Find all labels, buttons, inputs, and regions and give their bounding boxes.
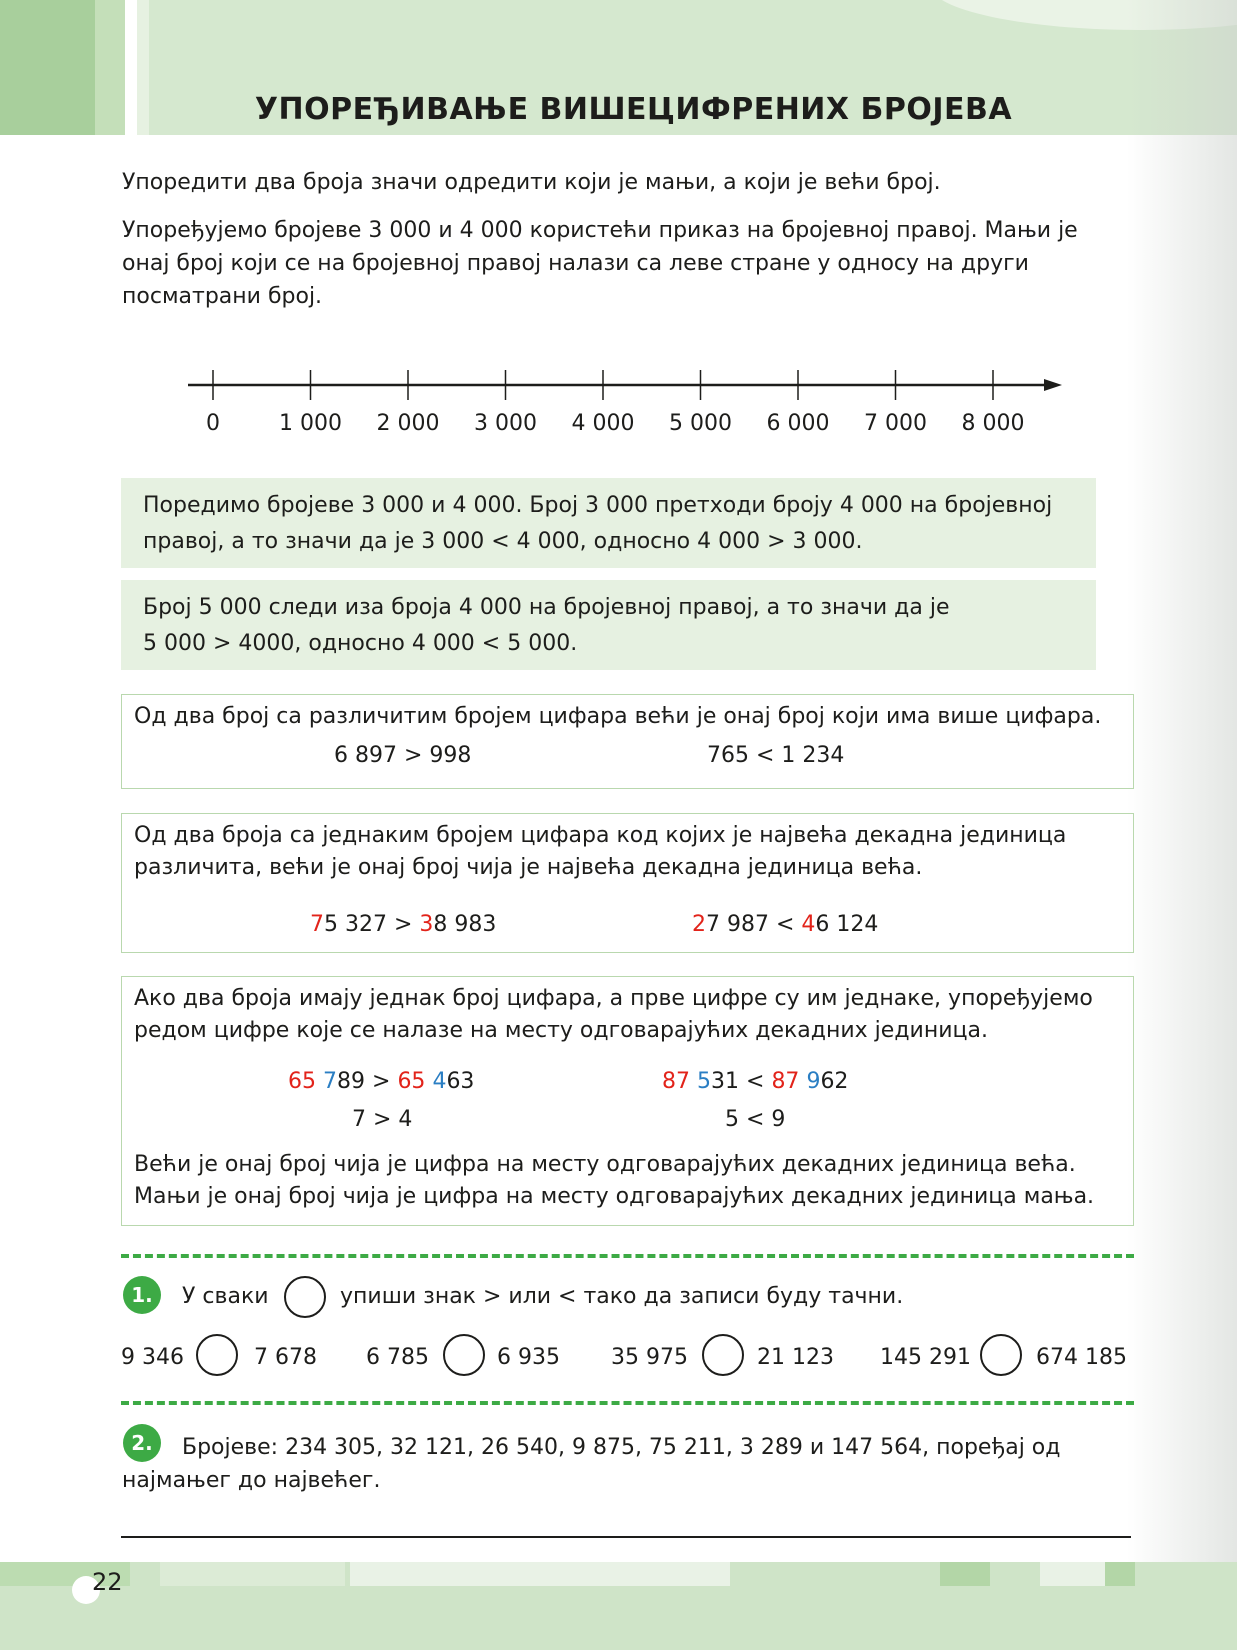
- comparison-left-number: 35 975: [611, 1345, 688, 1370]
- operator: <: [746, 1069, 765, 1094]
- footer-decoration: [160, 1562, 345, 1586]
- page-number: 22: [92, 1568, 123, 1596]
- task-number-badge: 2.: [123, 1424, 161, 1462]
- rule-conclusion: Већи је онај број чија је цифра на месту одговарајућих декадних јединица већа. Мањи је онај број чија је цифра на месту одговарајућих декадних јединица мања.: [134, 1152, 1095, 1209]
- comparison-right-number: 674 185: [1036, 1345, 1127, 1370]
- task-number-badge: 1.: [123, 1276, 161, 1314]
- answer-circle[interactable]: [702, 1334, 744, 1376]
- number-line-arrow: [1044, 379, 1062, 391]
- number-rest: 6 124: [815, 912, 879, 937]
- highlighted-digit: 2: [692, 912, 706, 937]
- example-right: 765 < 1 234: [707, 743, 845, 768]
- highlighted-digit: 3: [419, 912, 434, 937]
- comparison-left-number: 9 346: [121, 1345, 184, 1370]
- same-digits: 65: [288, 1069, 323, 1094]
- number-line-label: 2 000: [376, 411, 440, 436]
- task-instruction-end: упиши знак > или < тако да записи буду тачни.: [340, 1284, 904, 1309]
- example-left: [310, 910, 496, 940]
- section-divider: [121, 1254, 1134, 1258]
- comparison-explanation-box: [121, 580, 1096, 670]
- operator: >: [372, 1069, 391, 1094]
- number-line-label: 3 000: [474, 411, 537, 436]
- comparison-right-number: 21 123: [757, 1345, 834, 1370]
- answer-circle[interactable]: [443, 1334, 485, 1376]
- footer-decoration: [1040, 1562, 1105, 1586]
- number-rest: 8 983: [433, 912, 497, 937]
- box-line: Поредимо бројеве 3 000 и 4 000. Број 3 000 претходи броју 4 000 на бројевној: [143, 493, 1053, 518]
- highlighted-digit: 4: [801, 912, 816, 937]
- comparison-left-number: 6 785: [366, 1345, 429, 1370]
- operator: >: [393, 912, 413, 937]
- number-rest: 63: [446, 1069, 475, 1094]
- rule-text: Од два број са различитим бројем цифара већи је онај број који има више цифара.: [134, 704, 1102, 729]
- rule-box-highest-unit: [121, 813, 1134, 953]
- intro-text: Упоредити два броја значи одредити који је мањи, а који је већи број.: [122, 170, 941, 195]
- compared-digit: 4: [432, 1069, 447, 1094]
- example-left: 6 897 > 998: [334, 743, 472, 768]
- example-right: [662, 1067, 848, 1097]
- same-digits: 65: [397, 1069, 433, 1094]
- rule-text: Ако два броја имају једнак број цифара, а прве цифре су им једнаке, упоређујемо редом цифре које се налазе на месту одговарајућих декадних јединица.: [134, 986, 1093, 1043]
- number-line-label: 8 000: [961, 411, 1025, 436]
- rule-box-equal-first-digits: [121, 976, 1134, 1226]
- same-digits: 87: [771, 1069, 807, 1094]
- number-line-label: 1 000: [279, 411, 342, 436]
- number-line-label: 5 000: [669, 411, 732, 436]
- number-rest: 5 327: [324, 912, 387, 937]
- highlighted-digit: 7: [310, 912, 324, 937]
- number-rest: 62: [820, 1069, 849, 1094]
- comparison-right-number: 6 935: [497, 1345, 560, 1370]
- rule-box-digit-count: [121, 694, 1134, 789]
- number-line-label: 4 000: [571, 411, 635, 436]
- compared-digit: 5: [697, 1069, 711, 1094]
- number-line-label: 7 000: [864, 411, 927, 436]
- example-left-digit-comparison: 7 > 4: [352, 1107, 413, 1132]
- page-edge-shadow: [1127, 0, 1237, 1650]
- answer-circle[interactable]: [980, 1334, 1022, 1376]
- box-line: 5 000 > 4000, односно 4 000 < 5 000.: [143, 631, 578, 656]
- compared-digit: 9: [806, 1069, 821, 1094]
- example-right-digit-comparison: 5 < 9: [725, 1107, 786, 1132]
- example-left: [288, 1067, 474, 1097]
- explanation-text: Упоређујемо бројеве 3 000 и 4 000 користећи приказ на бројевној правој. Мањи је онај број који се на бројевној правој налази са леве стране у односу на други посматрани број.: [122, 218, 1078, 309]
- compared-digit: 7: [323, 1069, 337, 1094]
- footer-decoration: [350, 1562, 730, 1586]
- number-rest: 31: [711, 1069, 739, 1094]
- example-answer-circle: [284, 1276, 326, 1318]
- comparison-left-number: 145 291: [880, 1345, 971, 1370]
- example-right: [692, 910, 878, 940]
- number-rest: 7 987: [706, 912, 769, 937]
- page-title: УПОРЕЂИВАЊЕ ВИШЕЦИФРЕНИХ БРОЈЕВА: [254, 92, 1013, 127]
- section-divider: [121, 1401, 1134, 1405]
- footer-decoration: [1105, 1562, 1135, 1586]
- answer-line[interactable]: [121, 1536, 1131, 1538]
- box-line: правој, а то значи да је 3 000 < 4 000, односно 4 000 > 3 000.: [143, 529, 863, 554]
- task-instruction-start: У сваки: [182, 1284, 269, 1309]
- same-digits: 87: [662, 1069, 697, 1094]
- answer-circle[interactable]: [196, 1334, 238, 1376]
- footer-decoration: [940, 1562, 990, 1586]
- number-line-label: 6 000: [766, 411, 830, 436]
- box-line: Број 5 000 следи иза броја 4 000 на бројевној правој, а то значи да је: [143, 595, 950, 620]
- comparison-explanation-box: [121, 478, 1096, 568]
- operator: <: [775, 912, 795, 937]
- number-rest: 89: [337, 1069, 365, 1094]
- rule-text: Од два броја са једнаким бројем цифара код којих је највећа декадна јединица различита, већи је онај број чија је највећа декадна јединица већа.: [134, 823, 1067, 880]
- number-line-label: 0: [206, 411, 220, 436]
- task-instruction: Бројеве: 234 305, 32 121, 26 540, 9 875, 75 211, 3 289 и 147 564, поређај од најмањег до највећег.: [122, 1435, 1061, 1493]
- number-line: [180, 360, 1070, 440]
- comparison-right-number: 7 678: [254, 1345, 317, 1370]
